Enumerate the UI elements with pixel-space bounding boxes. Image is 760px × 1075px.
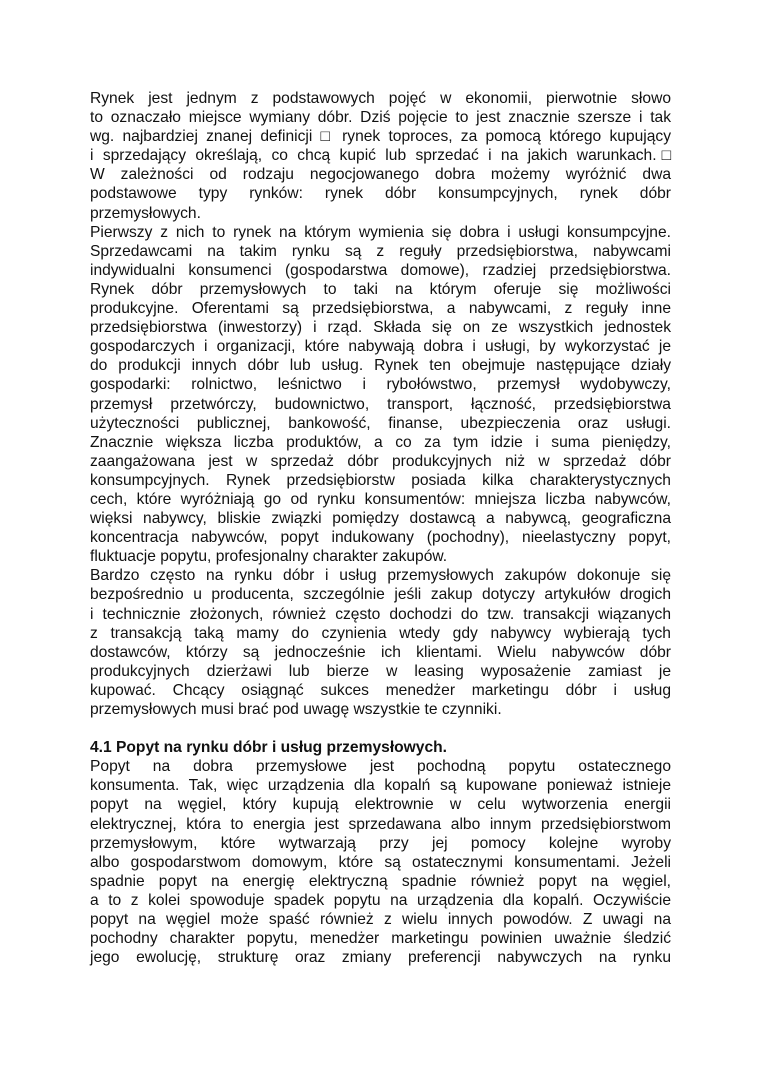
text-line: elektrycznej, która to energia jest sprzedawana albo innym przedsiębiorstwom: [90, 815, 671, 833]
text-line: Znacznie większa liczba produktów, a co za tym idzie i suma pieniędzy,: [90, 433, 671, 451]
text-line: W zależności od rodzaju negocjowanego dobra możemy wyróżnić dwa: [90, 166, 671, 184]
text-line: z transakcją taką mamy do czynienia wtedy gdy nabywcy wybierają tych: [90, 624, 671, 642]
text-line: Pierwszy z nich to rynek na którym wymienia się dobra i usługi konsumpcyjne.: [90, 223, 671, 241]
text-line: i technicznie złożonych, również często dochodzi do tzw. transakcji wiązanych: [90, 605, 671, 623]
text-line: użyteczności publicznej, bankowość, finanse, ubezpieczenia oraz usługi.: [90, 414, 671, 432]
text-line: do produkcji innych dóbr lub usług. Rynek ten obejmuje następujące działy: [90, 357, 671, 375]
text-line: gospodarczych i organizacji, które nabywają dobra i usługi, by wykorzystać je: [90, 338, 671, 356]
text-line: Sprzedawcami na takim rynku są z reguły przedsiębiorstwa, nabywcami: [90, 242, 671, 260]
text-line: przemysłowych.: [90, 204, 201, 222]
text-line: zaangażowana jest w sprzedaż dóbr produkcyjnych niż w sprzedaż dóbr: [90, 452, 671, 470]
text-line: jego ewolucję, strukturę oraz zmiany preferencji nabywczych na rynku: [90, 949, 671, 967]
text-line: konsumenta. Tak, więc urządzenia dla kopalń są kupowane ponieważ istnieje: [90, 777, 671, 795]
text-line: i sprzedający określają, co chcą kupić lub sprzedać i na jakich warunkach.□: [90, 147, 671, 165]
text-line: a to z kolei spowoduje spadek popytu na urządzenia dla kopalń. Oczywiście: [90, 891, 671, 909]
text-line: fluktuacje popytu, profesjonalny charakter zakupów.: [90, 548, 448, 566]
text-line: podstawowe typy rynków: rynek dóbr konsumpcyjnych, rynek dóbr: [90, 185, 671, 203]
text-line: albo gospodarstwom domowym, które są ostatecznymi konsumentami. Jeżeli: [90, 853, 671, 871]
text-line: przemysłowym, które wytwarzają przy jej pomocy kolejne wyroby: [90, 834, 671, 852]
text-line: popyt na węgiel, który kupują elektrownie w celu wytworzenia energii: [90, 796, 671, 814]
text-line: indywidualni konsumenci (gospodarstwa domowe), rzadziej przedsiębiorstwa.: [90, 261, 671, 279]
text-line: przemysłowych musi brać pod uwagę wszystkie te czynniki.: [90, 701, 502, 718]
text-line: popyt na węgiel może spaść również z wielu innych powodów. Z uwagi na: [90, 911, 671, 929]
text-line: cech, które wyróżniają go od rynku konsumentów: mniejsza liczba nabywców,: [90, 490, 671, 508]
text-line: kupować. Chcący osiągnąć sukces menedżer marketingu dóbr i usług: [90, 681, 671, 699]
text-line: koncentracja nabywców, popyt indukowany (pochodny), nieelastyczny popyt,: [90, 529, 671, 547]
text-line: przemysł przetwórczy, budownictwo, transport, łączność, przedsiębiorstwa: [90, 395, 671, 413]
text-line: więksi nabywcy, bliskie związki pomiędzy dostawcą a nabywcą, geograficzna: [90, 510, 671, 528]
text-line: 4.1 Popyt na rynku dóbr i usług przemysłowych.: [90, 739, 448, 757]
section-heading: [90, 738, 671, 757]
text-line: gospodarki: rolnictwo, leśnictwo i rybołówstwo, przemysł wydobywczy,: [90, 376, 671, 394]
text-line: dostawców, którzy są jednocześnie ich klientami. Wielu nabywców dóbr: [90, 643, 671, 661]
text-line: przedsiębiorstwa (inwestorzy) i rząd. Składa się on ze wszystkich jednostek: [90, 319, 671, 337]
text-line: spadnie popyt na energię elektryczną spadnie również popyt na węgiel,: [90, 872, 671, 890]
paragraph: [90, 89, 671, 223]
paragraph: [90, 566, 671, 719]
paragraph: [90, 757, 671, 967]
text-line: konsumpcyjnych. Rynek przedsiębiorstw posiada kilka charakterystycznych: [90, 471, 671, 489]
text-line: to oznaczało miejsce wymiany dóbr. Dziś pojęcie to jest znacznie szersze i tak: [90, 109, 671, 127]
text-line: bezpośrednio u producenta, szczególnie jeśli zakup dotyczy artykułów drogich: [90, 586, 671, 604]
text-line: Bardzo często na rynku dóbr i usług przemysłowych zakupów dokonuje się: [90, 567, 671, 585]
paragraph: [90, 223, 671, 567]
text-line: pochodny charakter popytu, menedżer marketingu powinien uważnie śledzić: [90, 930, 671, 948]
document-page: [90, 89, 671, 967]
text-line: produkcyjne. Oferentami są przedsiębiorstwa, a nabywcami, z reguły inne: [90, 300, 671, 318]
text-line: Rynek dóbr przemysłowych to taki na którym oferuje się możliwości: [90, 280, 671, 298]
text-line: Popyt na dobra przemysłowe jest pochodną popytu ostatecznego: [90, 758, 671, 776]
text-line: wg. najbardziej znanej definicji □ rynek toproces, za pomocą którego kupujący: [90, 128, 671, 146]
text-line: Rynek jest jednym z podstawowych pojęć w ekonomii, pierwotnie słowo: [90, 90, 671, 107]
text-line: produkcyjnych dzierżawi lub bierze w leasing wyposażenie zamiast je: [90, 662, 671, 680]
